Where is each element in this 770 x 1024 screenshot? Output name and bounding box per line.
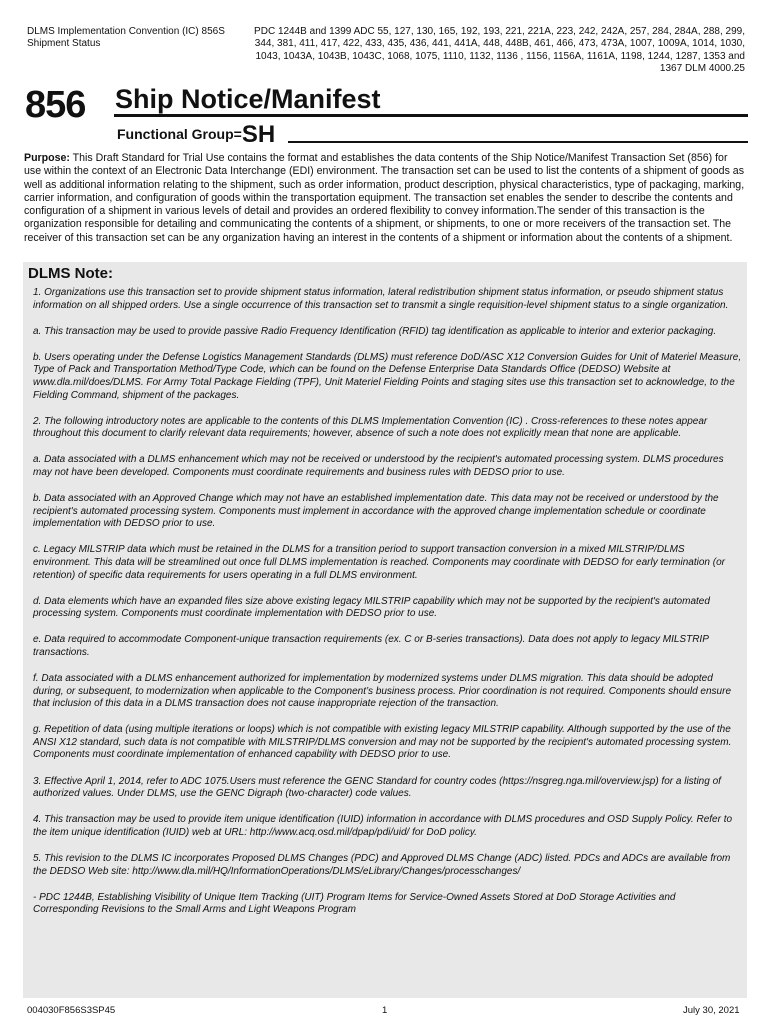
transaction-set-number: 856 [25, 84, 86, 126]
footer-date: July 30, 2021 [683, 1005, 740, 1016]
note-item: f. Data associated with a DLMS enhancement authorized for implementation by modernized systems under DLMS migration. This data should be adopted during, or subsequent, to modernization when applicable to the Component’s business process. Prior coordination is not required. Components should ensure that inclusion of this data in a DLMS transaction does not cause inappropriate rejection of the transaction. [33, 672, 732, 710]
note-item: b. Users operating under the Defense Logistics Management Standards (DLMS) must reference DoD/ASC X12 Conversion Guides for Unit of Materiel Measure, Type of Pack and Transportation Method/Type Code, which can be found on the Defense Enterprise Data Standards Office (DEDSO) Website at www.dla.mil/does/DLMS. For Army Total Package Fielding (TPF), Unit Materiel Fielding Points and staging sites use this transaction set to acknowledge, to the Fielding Command, shipment of the packages. [33, 351, 742, 401]
header-change-list: PDC 1244B and 1399 ADC 55, 127, 130, 165, 192, 193, 221, 221A, 223, 242, 242A, 257, 284, 284A, 288, 299, 344, 381, 411, 417, 422, 433, 435, 436, 441, 441A, 448, 448B, 461, 466, 473, 473A, 1007, 1009A, 1014, 1030, 1043, 1043A, 1043B, 1043C, 1068, 1075, 1110, 1132, 1136 , 1156, 1156A, 1161A, 1198, 1244, 1287, 1353 and 1367 DLM 4000.25 [254, 26, 745, 75]
title-rule [114, 114, 748, 117]
dlms-note-list [33, 287, 743, 930]
note-item: 2. The following introductory notes are applicable to the contents of this DLMS Implementation Convention (IC) . Cross-references to these notes appear throughout this document to clarify relevant data requirements; however, absence of such a note does not explicitly mean that none are applicable. [33, 415, 708, 440]
note-item: a. This transaction may be used to provide passive Radio Frequency Identification (RFID) tag identification as applicable to interior and exterior packaging. [33, 325, 717, 337]
note-item: a. Data associated with a DLMS enhancement which may not be received or understood by the recipient's automated processing system. DLMS procedures may not have been developed. Components must coordinate requirements and business rules with DEDSO prior to use. [33, 454, 724, 478]
header-ic-title: DLMS Implementation Convention (IC) 856S [27, 26, 225, 37]
dlms-note-title: DLMS Note: [28, 265, 113, 282]
note-item: 3. Effective April 1, 2014, refer to ADC 1075.Users must reference the GENC Standard for country codes (https://nsgreg.nga.mil/overview.jsp) for a listing of authorized values. Under DLMS, use the GENC Digraph (two-character) code values. [33, 775, 721, 800]
note-item: d. Data elements which have an expanded files size above existing legacy MILSTRIP capability which may not be supported by the recipient's automated processing system. Components must coordinate implementation with DEDSO prior to use. [33, 595, 710, 620]
footer-page-number: 1 [382, 1005, 388, 1016]
note-item: g. Repetition of data (using multiple iterations or loops) which is not compatible with existing legacy MILSTRIP capability. Although supported by the use of the ANSI X12 standard, such data is not compatible with MILSTRIP/DLMS conversion and may not be supported by the recipient's automated processing system. Components must coordinate implementation of enhanced capability with DEDSO prior to use. [33, 724, 732, 761]
note-item: c. Legacy MILSTRIP data which must be retained in the DLMS for a transition period to support transaction conversion in a mixed MILSTRIP/DLMS environment. This data will be streamlined out once full DLMS implementation is reached. Components may coordinate with DEDSO for early termination (or retention) of specific data requirements for users operating in a full DLMS environment. [33, 544, 725, 581]
header-ic-subtitle: Shipment Status [27, 38, 101, 49]
note-item: - PDC 1244B, Establishing Visibility of Unique Item Tracking (UIT) Program Items for Service-Owned Assets Stored at DoD Storage Activities and Corresponding Revisions to the Small Arms and Light Weapons Program [33, 891, 676, 916]
note-item: e. Data required to accommodate Component-unique transaction requirements (ex. C or B-series transactions). Data does not apply to legacy MILSTRIP transactions. [33, 634, 709, 658]
purpose-label: Purpose: [24, 152, 70, 164]
purpose-paragraph [24, 152, 746, 245]
purpose-text: This Draft Standard for Trial Use contains the format and establishes the data contents of the Ship Notice/Manifest Transaction Set (856) for use within the context of an Electronic Data Interchange (EDI) environment. The transaction set can be used to list the contents of a shipment of goods as well as additional information relating to the shipment, such as order information, product description, physical characteristics, type of packaging, marking, carrier information, and configuration of goods within the transportation equipment. The transaction set enables the sender to describe the contents and configuration of a shipment in various levels of detail and provides an ordered flexibility to convey information.The sender of this transaction is the organization responsible for detailing and communicating the contents of a shipment, or shipments, to one or more receivers of the transaction set. The receiver of this transaction set can be any organization having an interest in the contents of a shipment or information about the contents of a shipment. [24, 152, 745, 244]
functional-group-label: Functional Group= [117, 126, 242, 142]
page-title: Ship Notice/Manifest [115, 84, 381, 114]
functional-group [117, 121, 275, 149]
note-item: 5. This revision to the DLMS IC incorporates Proposed DLMS Changes (PDC) and Approved DLMS Change (ADC) listed. PDCs and ADCs are available from the DEDSO Web site: http://www.dla.mil/HQ/InformationOperations/DLMS/eLibrary/Changes/processchanges/ [33, 852, 731, 877]
functional-group-code: SH [241, 121, 276, 148]
footer-doc-id: 004030F856S3SP45 [27, 1005, 116, 1016]
note-item: 1. Organizations use this transaction set to provide shipment status information, lateral redistribution shipment status information, or pseudo shipment status information on all shipped orders. Use a single occurrence of this transaction set to transmit a single requisition-level shipment status to a single organization. [33, 287, 729, 311]
header-document-title [27, 26, 242, 50]
functional-group-rule [288, 141, 748, 143]
note-item: 4. This transaction may be used to provide item unique identification (IUID) information in accordance with DLMS procedures and OSD Supply Policy. Refer to the item unique identification (IUID) web at URL: http://www.acq.osd.mil/dpap/pdi/uid/ for DoD policy. [33, 814, 733, 838]
note-item: b. Data associated with an Approved Change which may not have an established implementation date. This data may not be received or understood by the recipient's automated processing system. Components must implement in accordance with the approved change implementation schedule or coordinate implementation with DEDSO prior to use. [33, 493, 719, 530]
